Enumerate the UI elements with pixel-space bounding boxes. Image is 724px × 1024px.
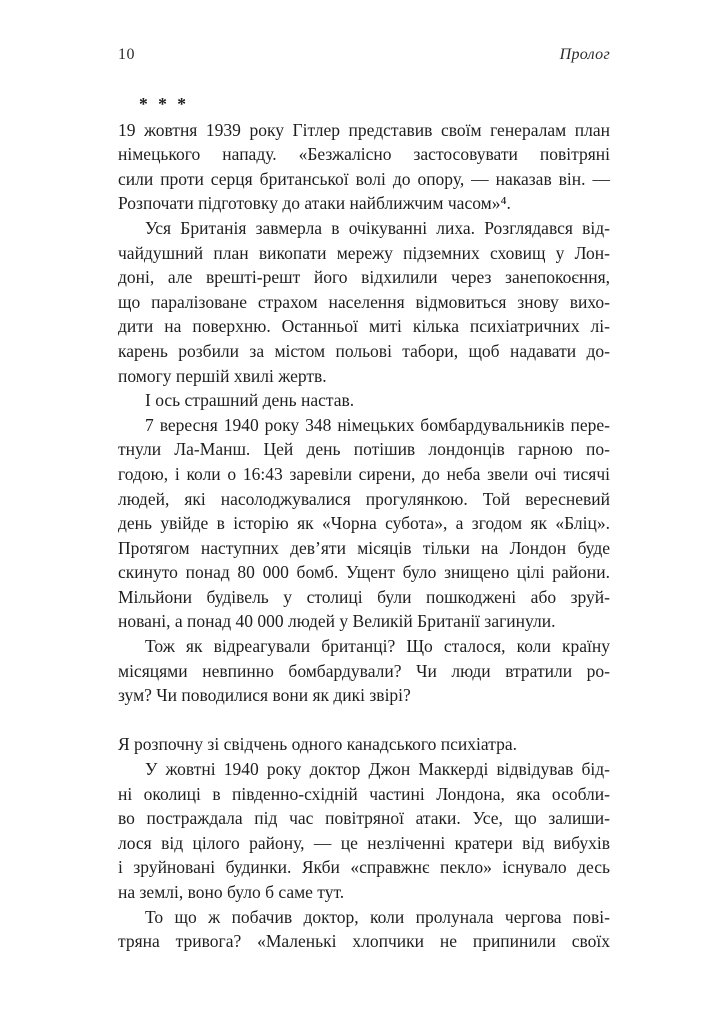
text-line: Тож як відреагували британці? Що сталося, коли країну xyxy=(145,636,610,657)
paragraph xyxy=(118,413,610,634)
text-line: і зруйновані будинки. Якби «справжнє пекло» існувало десь xyxy=(118,857,610,878)
page-header xyxy=(118,46,610,64)
text-line: німецького нападу. «Безжалісно застосовувати повітряні xyxy=(118,144,610,165)
paragraph xyxy=(118,216,610,388)
text-line: новані, а понад 40 000 людей у Великій Британії загинули. xyxy=(118,611,556,632)
paragraph xyxy=(118,757,610,905)
paragraph xyxy=(118,118,610,216)
text-line: день увійде в історію як «Чорна субота», а згодом як «Бліц». xyxy=(118,513,610,534)
text-line: І ось страшний день настав. xyxy=(145,390,355,411)
text-line: Мільйони будівель у столиці були пошкоджені або зруй- xyxy=(118,586,610,607)
paragraph-gap xyxy=(118,708,610,733)
text-line: тнули Ла-Манш. Цей день потішив лондонців гарною по- xyxy=(118,439,610,460)
text-line: Протягом наступних дев’яти місяців тільки на Лондон буде xyxy=(118,537,610,558)
text-line: людей, які насолоджувалися прогулянкою. Той вересневий xyxy=(118,488,610,509)
text-line: Я розпочну зі свідчень одного канадського психіатра. xyxy=(118,734,517,755)
section-break: * * * xyxy=(139,94,189,114)
paragraph xyxy=(118,732,610,757)
text-line: зум? Чи поводилися вони як дикі звірі? xyxy=(118,685,411,706)
text-line: Уся Британія завмерла в очікуванні лиха. Розглядався від- xyxy=(145,217,610,238)
page-number: 10 xyxy=(118,46,135,63)
text-line: У жовтні 1940 року доктор Джон Маккерді відвідував бід- xyxy=(145,759,610,780)
text-line: во постраждала під час повітряної атаки. Усе, що залиши- xyxy=(118,808,610,829)
text-line: дити на поверхню. Останньої миті кілька психіатричних лі- xyxy=(118,316,610,337)
text-line: тряна тривога? «Маленькі хлопчики не припинили своїх xyxy=(118,931,610,952)
text-line: сили проти серця британської волі до опору, — наказав він. — xyxy=(118,168,610,189)
text-line: 19 жовтня 1939 року Гітлер представив своїм генералам план xyxy=(118,119,610,140)
text-line: скинуто понад 80 000 бомб. Ущент було знищено цілі райони. xyxy=(118,562,610,583)
text-line: То що ж побачив доктор, коли пролунала чергова пові- xyxy=(145,906,610,927)
text-line: доні, але врешті-решт його відхилили через занепокоєння, xyxy=(118,267,610,288)
text-line: лося від цілого району, — це незліченні кратери від вибухів xyxy=(118,832,610,853)
text-line: що паралізоване страхом населення відмовиться знову вихо- xyxy=(118,291,610,312)
text-line: карень розбили за містом польові табори, щоб надавати до- xyxy=(118,340,610,361)
text-line: Розпочати підготовку до атаки найближчим часом»⁴. xyxy=(118,193,511,214)
text-line: на землі, воно було б саме тут. xyxy=(118,882,345,902)
text-line: 7 вересня 1940 року 348 німецьких бомбардувальників пере- xyxy=(145,414,610,435)
text-line: місяцями невпинно бомбардували? Чи люди втратили ро- xyxy=(118,660,610,681)
paragraph xyxy=(118,905,610,954)
paragraph xyxy=(118,634,610,708)
text-line: чайдушний план викопати мережу підземних сховищ у Лон- xyxy=(118,242,610,263)
paragraph xyxy=(118,388,610,413)
body-text xyxy=(118,92,610,954)
running-title: Пролог xyxy=(559,46,610,63)
text-line: помогу першій хвилі жертв. xyxy=(118,365,327,386)
text-line: ні околиці в південно-східній частині Лондона, яка особли- xyxy=(118,783,610,804)
text-line: годою, і коли о 16:43 заревіли сирени, до неба звели очі тисячі xyxy=(118,463,610,484)
